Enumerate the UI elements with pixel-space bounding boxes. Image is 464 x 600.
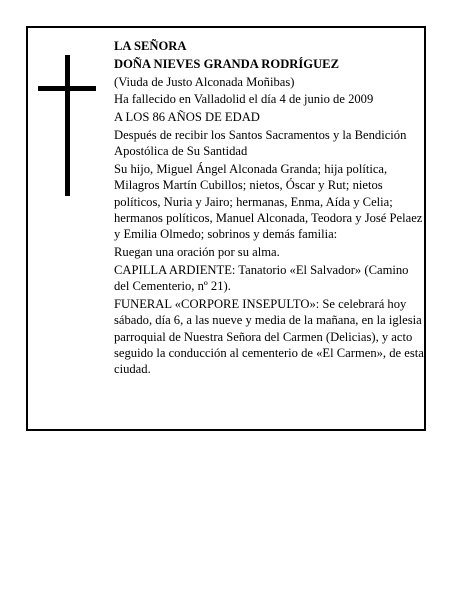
obituary-text	[114, 38, 424, 379]
funeral-info: FUNERAL «CORPORE INSEPULTO»: Se celebrará hoy sábado, día 6, a las nueve y media de la mañana, en la iglesia parroquial de Nuestra Señora del Carmen (Delicias), y acto seguido la conducción al cementerio de «El Carmen», de esta ciudad.	[114, 296, 424, 377]
sacraments-statement: Después de recibir los Santos Sacramentos y la Bendición Apostólica de Su Santidad	[114, 127, 407, 159]
cross-horizontal-bar	[38, 86, 96, 91]
death-statement: Ha fallecido en Valladolid el día 4 de junio de 2009	[114, 92, 374, 107]
obituary-heading: LA SEÑORA	[114, 39, 187, 53]
age-at-death: A LOS 86 AÑOS DE EDAD	[114, 110, 260, 125]
widow-of: (Viuda de Justo Alconada Moñibas)	[114, 74, 295, 89]
prayer-request: Ruegan una oración por su alma.	[114, 245, 280, 260]
deceased-name: DOÑA NIEVES GRANDA RODRÍGUEZ	[114, 56, 339, 71]
family-list: Su hijo, Miguel Ángel Alconada Granda; hija política, Milagros Martín Cubillos; nietos, Óscar y Rut; nietos políticos, Nuria y Jairo; hermanas, Enma, Aída y Celia; hermanos políticos, Manuel Alconada, Teodora y José Pelaez y Emilia Olmedo; sobrinos y demás familia:	[114, 162, 423, 242]
cross-vertical-bar	[65, 55, 70, 196]
chapel-info: CAPILLA ARDIENTE: Tanatorio «El Salvador» (Camino del Cementerio, nº 21).	[114, 262, 409, 294]
